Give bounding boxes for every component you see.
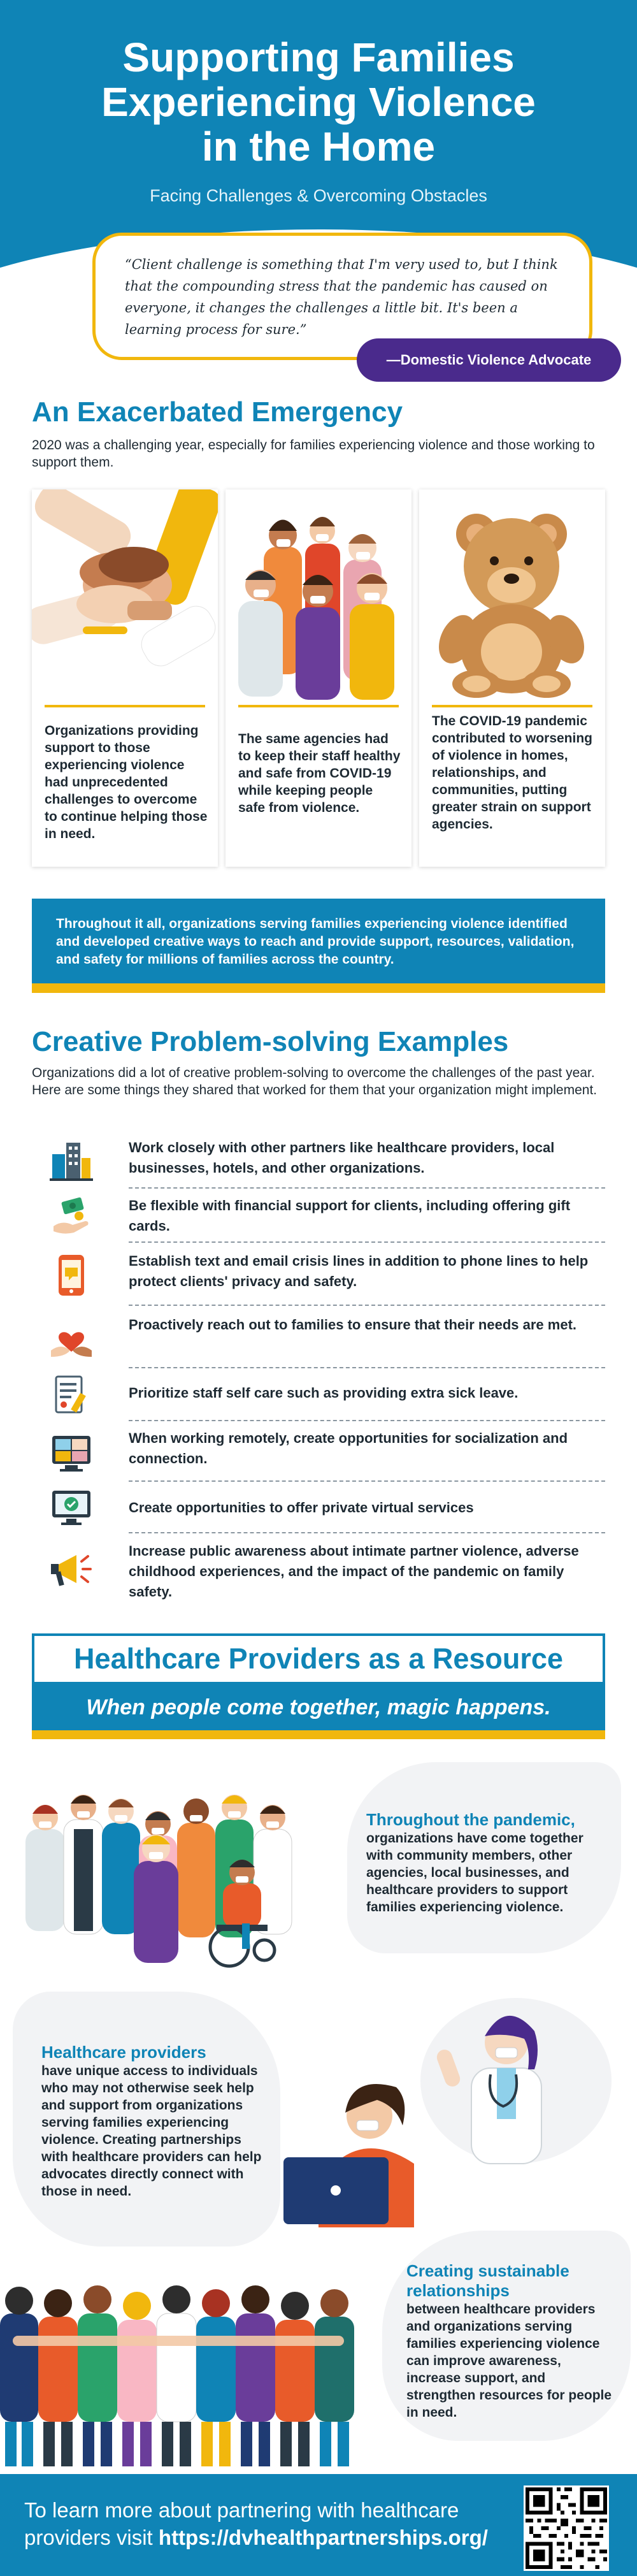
megaphone-icon xyxy=(50,1547,93,1591)
banner-accent-bar xyxy=(32,983,605,993)
card-text: The same agencies had to keep their staff healthy and safe from COVID-19 while keeping people safe from violence. xyxy=(238,732,401,815)
emergency-card-3 xyxy=(419,489,605,867)
tip-text: Prioritize staff self care such as providing extra sick leave. xyxy=(129,1385,519,1401)
tip-text: When working remotely, create opportunities for socialization and connection. xyxy=(129,1430,568,1466)
tip-item xyxy=(32,1310,605,1368)
healthcare-block-1 xyxy=(366,1810,602,1916)
block-text: have unique access to individuals who may not otherwise seek help and support from organizations serving families experiencing violence. Creating partnerships with healthcare providers can help advocates directly connect with those in need. xyxy=(41,2064,262,2199)
buildings-icon xyxy=(50,1139,93,1182)
footer-link[interactable]: https://dvhealthpartnerships.org/ xyxy=(158,2526,488,2549)
tip-text: Create opportunities to offer private virtual services xyxy=(129,1500,474,1516)
qr-code-icon xyxy=(524,2486,609,2571)
telehealth-illustration xyxy=(274,1972,618,2227)
tip-divider xyxy=(129,1241,605,1243)
card-divider xyxy=(238,705,399,707)
footer-text xyxy=(24,2496,508,2551)
phone-message-icon xyxy=(50,1254,93,1297)
tip-item xyxy=(32,1190,605,1243)
block-lead: Creating sustainable relationships xyxy=(406,2261,569,2300)
teddy-bear-illustration xyxy=(419,489,605,700)
tip-item xyxy=(32,1370,605,1421)
title-line-1: Supporting Families xyxy=(122,34,515,80)
tip-text: Increase public awareness about intimate partner violence, adverse childhood experiences, and the impact of the pandemic on family safety. xyxy=(129,1543,579,1600)
card-divider xyxy=(45,705,205,707)
money-hand-icon xyxy=(50,1194,93,1238)
monitor-check-icon xyxy=(50,1487,93,1530)
emergency-intro: 2020 was a challenging year, especially for families experiencing violence and those working to support them. xyxy=(32,438,595,470)
block-text: between healthcare providers and organizations serving families experiencing violence can improve awareness, increase support, and strengthen resources for people in need. xyxy=(406,2302,612,2420)
tip-text: Proactively reach out to families to ensure that their needs are met. xyxy=(129,1317,577,1333)
summary-banner-text: Throughout it all, organizations serving families experiencing violence identified and developed creative ways to reach and provide support, resources, validation, and safety for millions of families across the country. xyxy=(56,916,575,967)
emergency-card-2 xyxy=(225,489,412,867)
problem-solving-heading: Creative Problem-solving Examples xyxy=(32,1026,509,1057)
tip-item xyxy=(32,1131,605,1189)
healthcare-accent-bar xyxy=(32,1730,605,1739)
tip-item xyxy=(32,1246,605,1306)
block-lead: Throughout the pandemic, xyxy=(366,1810,575,1829)
title-line-2: Experiencing Violence xyxy=(101,79,536,125)
block-text: organizations have come together with community members, other agencies, local businesses, and healthcare providers to support families experiencing violence. xyxy=(366,1831,583,1914)
healthcare-block-3 xyxy=(406,2261,617,2421)
summary-banner xyxy=(32,899,605,993)
healthcare-subtitle: When people come together, magic happens. xyxy=(32,1684,605,1730)
tip-item xyxy=(32,1536,605,1606)
tip-divider xyxy=(129,1187,605,1189)
video-call-icon xyxy=(50,1431,93,1474)
quote-text: “Client challenge is something that I'm very used to, but I think that the compounding stress that the pandemic has caused on everyone, it changes the challenges a little bit. It's been a learning process for sure.” xyxy=(125,257,558,337)
emergency-card-1 xyxy=(32,489,218,867)
tip-divider xyxy=(129,1532,605,1533)
healthcare-block-2 xyxy=(41,2043,264,2200)
people-embracing-illustration xyxy=(0,2262,363,2466)
tip-text: Establish text and email crisis lines in addition to phone lines to help protect clients' privacy and safety. xyxy=(129,1253,589,1289)
title-line-3: in the Home xyxy=(201,124,436,170)
page-subtitle: Facing Challenges & Overcoming Obstacles xyxy=(150,186,487,205)
tip-divider xyxy=(129,1420,605,1421)
card-text: The COVID-19 pandemic contributed to worsening of violence in homes, relationships, and communities, putting greater strain on support agencies. xyxy=(432,714,592,832)
healthcare-title: Healthcare Providers as a Resource xyxy=(32,1633,605,1684)
tip-text: Work closely with other partners like healthcare providers, local businesses, hotels, and other organizations. xyxy=(129,1140,555,1176)
quote-attribution: —Domestic Violence Advocate xyxy=(357,338,621,382)
tip-item xyxy=(32,1484,605,1533)
stacked-hands-illustration xyxy=(32,489,218,700)
page-title xyxy=(0,35,637,169)
card-divider xyxy=(432,705,592,707)
masked-group-illustration xyxy=(225,489,412,700)
footer-message: To learn more about partnering with healthcare providers visit xyxy=(24,2498,459,2549)
tip-divider xyxy=(129,1367,605,1368)
block-lead: Healthcare providers xyxy=(41,2043,206,2062)
tip-divider xyxy=(129,1480,605,1482)
community-crowd-illustration xyxy=(13,1759,344,1969)
tip-divider xyxy=(129,1305,605,1306)
footer xyxy=(0,2474,637,2576)
tip-item xyxy=(32,1423,605,1482)
tip-text: Be flexible with financial support for clients, including offering gift cards. xyxy=(129,1198,571,1234)
heart-hands-icon xyxy=(50,1317,93,1361)
emergency-heading: An Exacerbated Emergency xyxy=(32,396,403,428)
card-text: Organizations providing support to those experiencing violence had unprecedented challenges to overcome to continue helping those in need. xyxy=(45,723,208,841)
problem-solving-intro: Organizations did a lot of creative problem-solving to overcome the challenges of the past year. Here are some things they shared that worked for them that your organization might implement. xyxy=(32,1066,598,1097)
leave-form-icon xyxy=(50,1374,93,1417)
